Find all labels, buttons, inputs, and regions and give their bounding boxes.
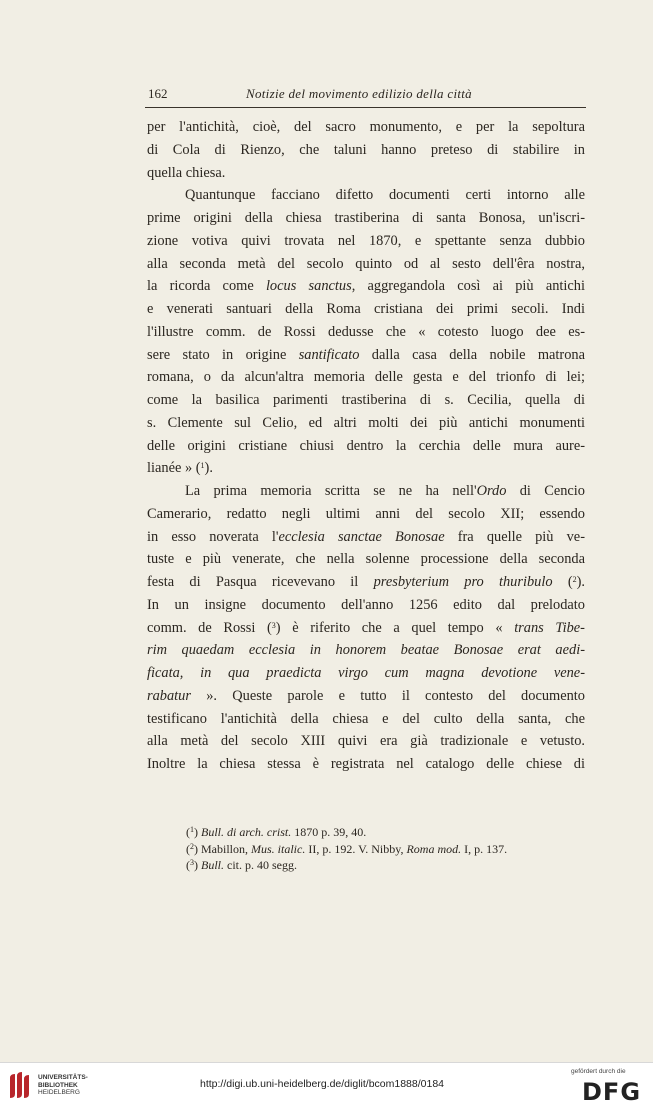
text-line: alla seconda metà del secolo quinto od al sesto dell'êra nostra, [147,255,585,272]
text-line: la ricorda come locus sanctus, aggregandola così ai più antichi [147,278,585,295]
text-line: alla metà del secolo XIII quivi era già tradizionale e vetusto. [147,733,585,750]
footnote-ref: 1 [200,461,205,471]
text-line: e venerati santuari della Roma cristiana dei primi secoli. Indi [147,301,585,317]
library-name: UNIVERSITÄTS- BIBLIOTHEK HEIDELBERG [38,1074,88,1096]
text-line: delle origini cristiane chiusi dentro la cerchia delle mura aure- [147,437,585,454]
header-rule [145,107,586,108]
text-line: tuste e più venerate, che nella solenne processione della seconda [147,551,585,568]
body-text [147,116,585,776]
page-number: 162 [148,86,168,101]
text-line: comm. de Rossi ($^3$) è riferito che a quel tempo « trans Tibe- [147,619,585,636]
footnote: ($^1$) Bull. di arch. crist. 1870 p. 39, 40. [186,825,367,839]
footnote: ($^2$) Mabillon, Mus. italic. II, p. 192. V. Nibby, Roma mod. I, p. 137. [186,841,508,856]
text-line: Quantunque facciano difetto documenti certi intorno alle [185,187,585,204]
text-line: Camerario, redatto negli ultimi anni del secolo XII; essendo [147,505,585,522]
running-title: Notizie del movimento edilizio della città [246,86,472,101]
text-line: come la basilica parimenti trastiberina di s. Cecilia, quella di [147,392,585,408]
footnote: ($^3$) Bull. cit. p. 40 segg. [186,858,297,872]
text-line: prime origini della chiesa trastiberina di santa Bonosa, un'iscri- [147,210,585,226]
text-line: In un insigne documento dell'anno 1256 edito dal prelodato [147,596,585,613]
text-line: festa di Pasqua ricevevano il presbyterium pro thuribulo ($^2$). [147,574,585,590]
text-line: zione votiva quivi trovata nel 1870, e spettante senza dubbio [147,232,585,249]
text-line: l'illustre comm. de Rossi dedusse che « cotesto luogo dee es- [147,323,585,340]
page-url[interactable]: http://digi.ub.uni-heidelberg.de/diglit/bcom1888/0184 [200,1078,445,1090]
text-line: quella chiesa. [147,164,226,181]
footnotes [186,824,586,874]
library-logo-icon [6,1070,36,1102]
viewer-footer [0,1062,653,1109]
text-line: sere stato in origine santificato dalla casa della nobile matrona [147,346,585,363]
footnote-ref: 2 [572,575,577,584]
text-line: Inoltre la chiesa stessa è registrata nel catalogo delle chiese di [147,756,585,772]
text-line: rabatur ». Queste parole e tutto il contesto del documento [147,687,585,704]
text-line: testificano l'antichità della chiesa e del culto della santa, che [147,710,585,727]
running-header [148,86,584,106]
text-line: romana, o da alcun'altra memoria delle gesta e del trionfo di lei; [147,369,585,386]
text-line: di Cola di Rienzo, che taluni hanno preteso di stabilire in [147,141,585,158]
text-line: in esso noverata l'ecclesia sanctae Bonosae fra quelle più ve- [147,528,585,545]
text-line: per l'antichità, cioè, del sacro monumento, e per la sepoltura [147,119,585,135]
text-line: lianée » ($^1$). [147,460,213,477]
text-line: ficata, in qua praedicta virgo cum magna devotione vene- [147,665,585,681]
text-line: La prima memoria scritta se ne ha nell'Ordo di Cencio [185,483,585,499]
footnote-ref: 3 [271,620,276,630]
text-line: rim quaedam ecclesia in honorem beatae Bonosae erat aedi- [147,642,585,659]
dfg-logo: DFG [582,1078,642,1106]
text-line: s. Clemente sul Celio, ed altri molti dei più antichi monumenti [147,414,585,431]
funded-by-label: gefördert durch die [571,1068,626,1075]
